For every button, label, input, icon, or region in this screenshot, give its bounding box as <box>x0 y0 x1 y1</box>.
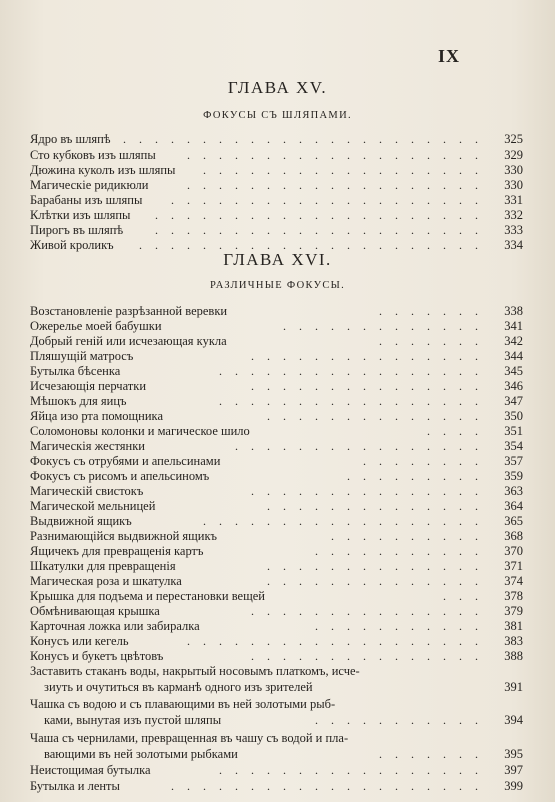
toc-entry-title: Пирогъ въ шляпѣ <box>30 223 124 237</box>
toc-dot-leader: . . . . . . . . . . . . . . . . . . . <box>187 634 483 648</box>
toc-entry-page: 399 <box>504 779 523 793</box>
toc-entry-page: 359 <box>504 469 523 483</box>
toc-entry-title: Неистощимая бутылка <box>30 763 151 777</box>
toc-entry <box>30 588 523 604</box>
toc-entry <box>30 348 523 364</box>
toc-entry-title: Клѣтки изъ шляпы <box>30 208 131 222</box>
toc-dot-leader: . . . . . . . . . . . . . . . <box>251 484 483 498</box>
toc-entry-page: 330 <box>504 178 523 192</box>
toc-entry-title: Бутылка бѣсенка <box>30 364 121 378</box>
toc-entry-title: Выдвижной ящикъ <box>30 514 132 528</box>
toc-entry <box>30 573 523 589</box>
toc-dot-leader: . . . . . . . . . . . . . . <box>267 499 483 513</box>
toc-multiline-entry-line1: Чашка съ водою и съ плавающими въ ней золотыми рыб- <box>30 697 336 711</box>
toc-entry <box>30 513 523 529</box>
chapter-15-subtitle: ФОКУСЫ СЪ ШЛЯПАМИ. <box>203 110 352 121</box>
toc-dot-leader: . . . . . . . . . . . . . . . . . . . . . . <box>139 238 483 252</box>
toc-dot-leader: . . . . . . . . . . . . . . . . . . . . . <box>155 208 483 222</box>
toc-entry-page: 363 <box>504 484 523 498</box>
toc-entry-title: Мѣшокъ для яицъ <box>30 394 127 408</box>
toc-entry <box>30 192 523 208</box>
toc-entry-page: 383 <box>504 634 523 648</box>
toc-entry-title: Бутылка и ленты <box>30 779 120 793</box>
toc-multiline-entry <box>30 679 523 695</box>
toc-dot-leader: . . . . . . . . . . . . . . . <box>251 649 483 663</box>
toc-entry <box>30 222 523 238</box>
toc-entry-title: Ядро въ шляпѣ <box>30 132 111 146</box>
toc-entry-page: 394 <box>504 713 523 727</box>
toc-dot-leader: . . . . . . . . . . . . . . . . . . . . . <box>155 223 483 237</box>
toc-entry-page: 397 <box>504 763 523 777</box>
toc-entry-title: Карточная ложка или забиралка <box>30 619 200 633</box>
toc-dot-leader: . . . . . . . . . . . . . . . <box>251 349 483 363</box>
toc-entry-page: 378 <box>504 589 523 603</box>
chapter-15-title: ГЛАВА XV. <box>227 78 328 97</box>
toc-dot-leader: . . . . . . . . . . . . . . <box>267 409 483 423</box>
toc-entry <box>30 762 523 778</box>
toc-dot-leader: . . . . . . . . . . . . . . . . . . <box>203 514 483 528</box>
toc-entry-title: Возстановленіе разрѣзанной веревки <box>30 304 228 318</box>
toc-entry <box>30 528 523 544</box>
toc-entry-page: 381 <box>504 619 523 633</box>
toc-entry-page: 329 <box>504 148 523 162</box>
toc-entry-page: 347 <box>504 394 523 408</box>
toc-entry <box>30 408 523 424</box>
toc-entry-title: Барабаны изъ шляпы <box>30 193 143 207</box>
toc-entry <box>30 378 523 394</box>
toc-entry-page: 344 <box>504 349 523 363</box>
toc-entry-page: 371 <box>504 559 523 573</box>
toc-entry-title: Дюжина куколъ изъ шляпы <box>30 163 176 177</box>
toc-entry-title: Пляшущій матросъ <box>30 349 134 363</box>
toc-entry <box>30 438 523 454</box>
toc-dot-leader: . . . <box>443 589 483 603</box>
page-number: IX <box>437 46 460 66</box>
toc-dot-leader: . . . . . . . . . . . . . <box>283 319 483 333</box>
toc-dot-leader: . . . . . . . . . . . . . . . . . . <box>203 163 483 177</box>
toc-entry-title: Шкатулки для превращенія <box>30 559 176 573</box>
toc-dot-leader: . . . . . . . <box>379 747 483 761</box>
toc-dot-leader: . . . . . . . . . . . . . . . <box>251 604 483 618</box>
toc-multiline-entry <box>30 712 523 728</box>
toc-entry <box>30 483 523 499</box>
toc-entry-page: 338 <box>504 304 523 318</box>
toc-dot-leader: . . . . . . . . . . . <box>315 713 483 727</box>
toc-entry <box>30 333 523 349</box>
toc-entry <box>30 543 523 559</box>
toc-dot-leader: . . . . . . . . . . . . . . . . <box>235 439 483 453</box>
toc-dot-leader: . . . . . . . . . . . . . . . . . . . . <box>171 193 483 207</box>
toc-dot-leader: . . . . . . . . . . . . . . . . . <box>219 364 483 378</box>
toc-dot-leader: . . . . . . . . <box>363 454 483 468</box>
toc-entry-title: Конусъ или кегель <box>30 634 129 648</box>
toc-entry-page: 330 <box>504 163 523 177</box>
toc-entry <box>30 633 523 649</box>
toc-entry <box>30 603 523 619</box>
toc-entry-page: 354 <box>504 439 523 453</box>
toc-entry <box>30 453 523 469</box>
toc-entry <box>30 498 523 514</box>
toc-dot-leader: . . . . . . . . . . . . . . <box>267 559 483 573</box>
toc-entry-title: Магическіе ридикюли <box>30 178 149 192</box>
toc-multiline-entry-line1: Заставить стаканъ воды, накрытый носовымъ платкомъ, исче- <box>30 664 360 678</box>
toc-entry-page: 374 <box>504 574 523 588</box>
toc-dot-leader: . . . . . . . . . <box>347 469 483 483</box>
toc-dot-leader: . . . . . . . <box>379 304 483 318</box>
toc-entry-page: 342 <box>504 334 523 348</box>
toc-entry <box>30 147 523 163</box>
toc-entry-title: Разнимающійся выдвижной ящикъ <box>30 529 217 543</box>
toc-entry <box>30 423 523 439</box>
toc-multiline-entry <box>30 746 523 762</box>
toc-entry <box>30 131 523 147</box>
toc-entry-page: 370 <box>504 544 523 558</box>
toc-entry-page: 325 <box>504 132 523 146</box>
toc-entry-page: 332 <box>504 208 523 222</box>
toc-dot-leader: . . . . . . . . . . . . . . . . . <box>219 763 483 777</box>
toc-entry-title: Живой кроликъ <box>30 238 114 252</box>
toc-entry-page: 346 <box>504 379 523 393</box>
toc-dot-leader: . . . . . . . . . . . . . . . . . . . . <box>171 779 483 793</box>
toc-entry <box>30 318 523 334</box>
toc-entry-page: 345 <box>504 364 523 378</box>
toc-entry-title: Ожерелье моей бабушки <box>30 319 162 333</box>
toc-entry-title: Конусъ и букетъ цвѣтовъ <box>30 649 164 663</box>
toc-entry-title: Ящичекъ для превращенія картъ <box>30 544 204 558</box>
toc-dot-leader: . . . . . . . . . . . . . . . . . . . . . . . <box>123 132 483 146</box>
toc-dot-leader: . . . . . . . . . . . . . . . . . . . <box>187 148 483 162</box>
toc-dot-leader: . . . . <box>427 424 483 438</box>
toc-entry-title: Магическія жестянки <box>30 439 145 453</box>
toc-dot-leader: . . . . . . . . . . . . . . . . . . . <box>187 178 483 192</box>
toc-entry-title: Исчезающія перчатки <box>30 379 147 393</box>
toc-entry-title: Добрый геній или исчезающая кукла <box>30 334 227 348</box>
toc-entry <box>30 177 523 193</box>
toc-entry-page: 334 <box>504 238 523 252</box>
toc-entry-page: 365 <box>504 514 523 528</box>
toc-dot-leader: . . . . . . . . . . <box>331 529 483 543</box>
toc-entry <box>30 468 523 484</box>
toc-entry-page: 331 <box>504 193 523 207</box>
toc-entry <box>30 393 523 409</box>
toc-entry-title: Крышка для подъема и перестановки вещей <box>30 589 265 603</box>
toc-entry-page: 395 <box>504 747 523 761</box>
toc-entry-title: Фокусъ съ рисомъ и апельсиномъ <box>30 469 210 483</box>
toc-entry-title-continuation: вающими въ ней золотыми рыбками <box>44 747 238 761</box>
toc-entry-page: 350 <box>504 409 523 423</box>
toc-dot-leader: . . . . . . . . . . . <box>315 544 483 558</box>
toc-entry-title: Обмѣнивающая крышка <box>30 604 160 618</box>
toc-dot-leader: . . . . . . . <box>379 334 483 348</box>
toc-entry-page: 357 <box>504 454 523 468</box>
toc-entry-title: Магическій свистокъ <box>30 484 144 498</box>
toc-dot-leader: . . . . . . . . . . . . . . <box>267 574 483 588</box>
toc-entry <box>30 778 523 794</box>
toc-entry <box>30 618 523 634</box>
toc-dot-leader: . . . . . . . . . . . . . . . . . <box>219 394 483 408</box>
toc-entry-page: 368 <box>504 529 523 543</box>
toc-entry-title: Магической мельницей <box>30 499 156 513</box>
toc-entry-page: 388 <box>504 649 523 663</box>
toc-entry-page: 351 <box>504 424 523 438</box>
toc-entry-page: 379 <box>504 604 523 618</box>
toc-entry-title-continuation: зиуть и очутиться въ карманѣ одного изъ зрителей <box>44 680 313 694</box>
toc-entry <box>30 162 523 178</box>
toc-entry-page: 391 <box>504 680 523 694</box>
toc-entry-title: Яйца изо рта помощника <box>30 409 163 423</box>
toc-entry-title: Сто кубковъ изъ шляпы <box>30 148 156 162</box>
chapter-16-title: ГЛАВА XVI. <box>223 250 332 269</box>
chapter-16-subtitle: РАЗЛИЧНЫЕ ФОКУСЫ. <box>209 280 346 291</box>
toc-dot-leader: . . . . . . . . . . . . . . . <box>251 379 483 393</box>
toc-entry <box>30 558 523 574</box>
toc-multiline-entry-line1: Чаша съ чернилами, превращенная въ чашу съ водой и пла- <box>30 731 349 745</box>
toc-entry <box>30 207 523 223</box>
toc-entry-title: Соломоновы колонки и магическое шило <box>30 424 250 438</box>
toc-entry-title: Фокусъ съ отрубями и апельсинами <box>30 454 221 468</box>
toc-entry <box>30 363 523 379</box>
toc-entry <box>30 303 523 319</box>
toc-dot-leader: . . . . . . . . . . . <box>315 619 483 633</box>
toc-entry-page: 333 <box>504 223 523 237</box>
toc-entry-page: 364 <box>504 499 523 513</box>
toc-entry-page: 341 <box>504 319 523 333</box>
toc-entry <box>30 648 523 664</box>
toc-entry-title: Магическая роза и шкатулка <box>30 574 182 588</box>
toc-entry-title-continuation: ками, вынутая изъ пустой шляпы <box>44 713 222 727</box>
